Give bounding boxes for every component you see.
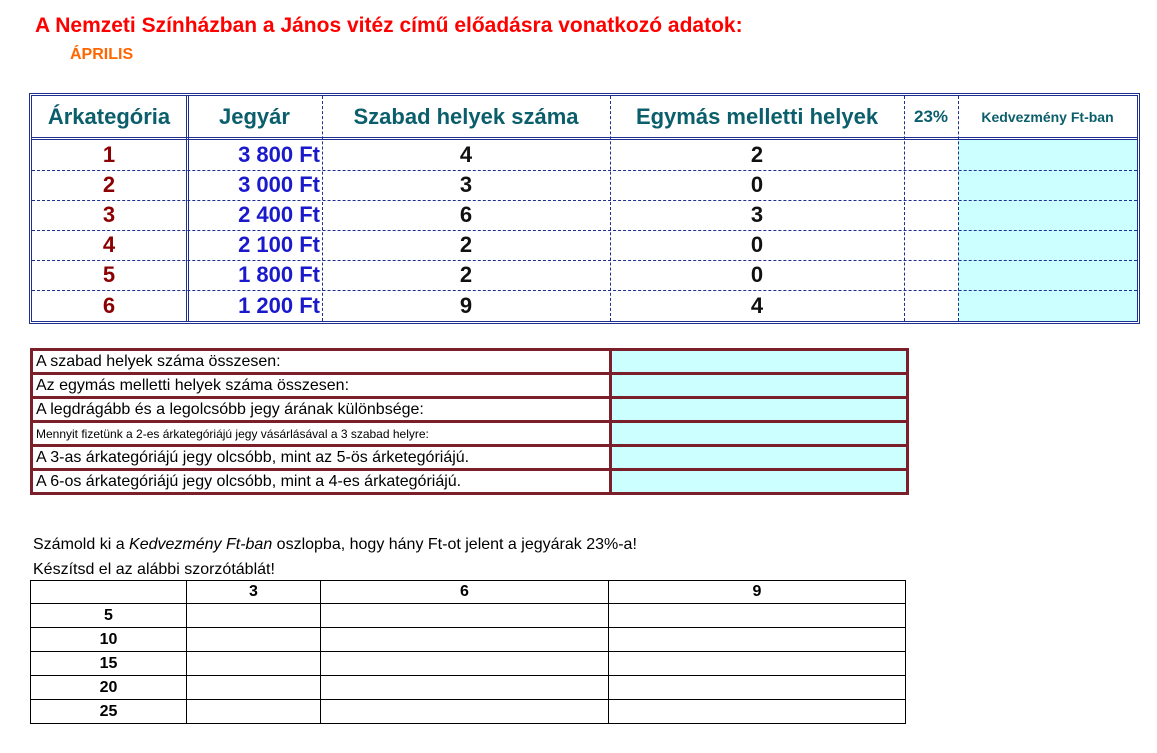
mult-cell[interactable] <box>609 628 906 652</box>
row2-category: 2 <box>102 172 116 197</box>
header-category: Árkategória <box>47 103 171 129</box>
month-subtitle: ÁPRILIS <box>70 46 134 63</box>
answer-cell[interactable] <box>611 374 908 398</box>
instruction-line-1: Számold ki a Kedvezmény Ft-ban oszlopba, hogy hány Ft-ot jelent a jegyárak 23%-a! <box>33 536 637 553</box>
row5-price: 1 800 Ft <box>238 262 320 287</box>
mult-cell[interactable] <box>187 700 321 724</box>
row4-category: 4 <box>102 232 116 257</box>
header-free-seats: Szabad helyek száma <box>353 103 579 129</box>
instruction-line-2: Készítsd el az alábbi szorzótáblát! <box>33 561 275 578</box>
mult-col-header: 9 <box>609 581 906 604</box>
mult-row <box>31 628 906 652</box>
mult-row-header: 20 <box>31 676 187 700</box>
mult-row <box>31 604 906 628</box>
instruction-column-name: Kedvezmény Ft-ban <box>129 536 273 553</box>
mult-cell[interactable] <box>187 676 321 700</box>
mult-cell[interactable] <box>187 652 321 676</box>
question-row <box>32 470 908 494</box>
question-label: Az egymás melletti helyek száma összesen: <box>32 374 611 398</box>
row5-adjacent-seats: 0 <box>750 262 764 287</box>
question-row <box>32 374 908 398</box>
question-row <box>32 446 908 470</box>
question-row <box>32 350 908 374</box>
mult-cell[interactable] <box>321 604 609 628</box>
mult-cell[interactable] <box>321 676 609 700</box>
row1-free-seats: 4 <box>459 142 473 167</box>
mult-row <box>31 652 906 676</box>
row1-price: 3 800 Ft <box>238 142 320 167</box>
row1-adjacent-seats: 2 <box>750 142 764 167</box>
row2-adjacent-seats: 0 <box>750 172 764 197</box>
answer-cell[interactable] <box>611 398 908 422</box>
header-price: Jegyár <box>219 103 290 129</box>
row3-adjacent-seats: 3 <box>750 202 764 227</box>
row4-free-seats: 2 <box>459 232 473 257</box>
row6-adjacent-seats: 4 <box>750 292 764 318</box>
mult-row-header: 5 <box>31 604 187 628</box>
row6-category: 6 <box>102 292 116 318</box>
answer-cell[interactable] <box>611 470 908 494</box>
question-label: A 6-os árkategóriájú jegy olcsóbb, mint a 4-es árkategóriájú. <box>32 470 611 494</box>
question-label: A 3-as árkategóriájú jegy olcsóbb, mint az 5-ös árketegóriájú. <box>32 446 611 470</box>
mult-cell[interactable] <box>609 652 906 676</box>
row1-category: 1 <box>102 142 116 167</box>
question-label: Mennyit fizetünk a 2-es árkategóriájú jegy vásárlásával a 3 szabad helyre: <box>32 422 611 446</box>
row5-category: 5 <box>102 262 116 287</box>
mult-cell[interactable] <box>609 700 906 724</box>
question-row <box>32 398 908 422</box>
row2-price: 3 000 Ft <box>238 172 320 197</box>
mult-cell[interactable] <box>187 628 321 652</box>
header-discount: Kedvezmény Ft-ban <box>981 108 1114 125</box>
header-adjacent-seats: Egymás melletti helyek <box>635 103 879 129</box>
mult-cell[interactable] <box>321 700 609 724</box>
answer-cell[interactable] <box>611 446 908 470</box>
price-table <box>29 93 1140 324</box>
questions-table <box>30 348 909 495</box>
row5-free-seats: 2 <box>459 262 473 287</box>
mult-cell[interactable] <box>187 604 321 628</box>
page-title: A Nemzeti Színházban a János vitéz című előadásra vonatkozó adatok: <box>35 14 743 37</box>
row3-price: 2 400 Ft <box>238 202 320 227</box>
mult-row-header: 25 <box>31 700 187 724</box>
mult-cell[interactable] <box>609 604 906 628</box>
row2-free-seats: 3 <box>459 172 473 197</box>
question-row <box>32 422 908 446</box>
row3-category: 3 <box>102 202 116 227</box>
mult-row-header: 10 <box>31 628 187 652</box>
mult-row-header: 15 <box>31 652 187 676</box>
answer-cell[interactable] <box>611 422 908 446</box>
row3-free-seats: 6 <box>459 202 473 227</box>
row4-adjacent-seats: 0 <box>750 232 764 257</box>
mult-col-header: 3 <box>187 581 321 604</box>
mult-header-row <box>31 581 906 604</box>
mult-row <box>31 676 906 700</box>
price-table-body <box>32 137 1137 321</box>
mult-cell[interactable] <box>609 676 906 700</box>
header-percent: 23% <box>913 106 949 126</box>
row6-price: 1 200 Ft <box>238 292 320 318</box>
question-label: A szabad helyek száma összesen: <box>32 350 611 374</box>
row6-free-seats: 9 <box>459 292 473 318</box>
answer-cell[interactable] <box>611 350 908 374</box>
mult-cell[interactable] <box>321 628 609 652</box>
multiplication-table <box>30 580 906 724</box>
mult-col-header: 6 <box>321 581 609 604</box>
question-label: A legdrágább és a legolcsóbb jegy árának különbsége: <box>32 398 611 422</box>
mult-corner-cell <box>31 581 187 604</box>
row4-price: 2 100 Ft <box>238 232 320 257</box>
mult-cell[interactable] <box>321 652 609 676</box>
mult-row <box>31 700 906 724</box>
